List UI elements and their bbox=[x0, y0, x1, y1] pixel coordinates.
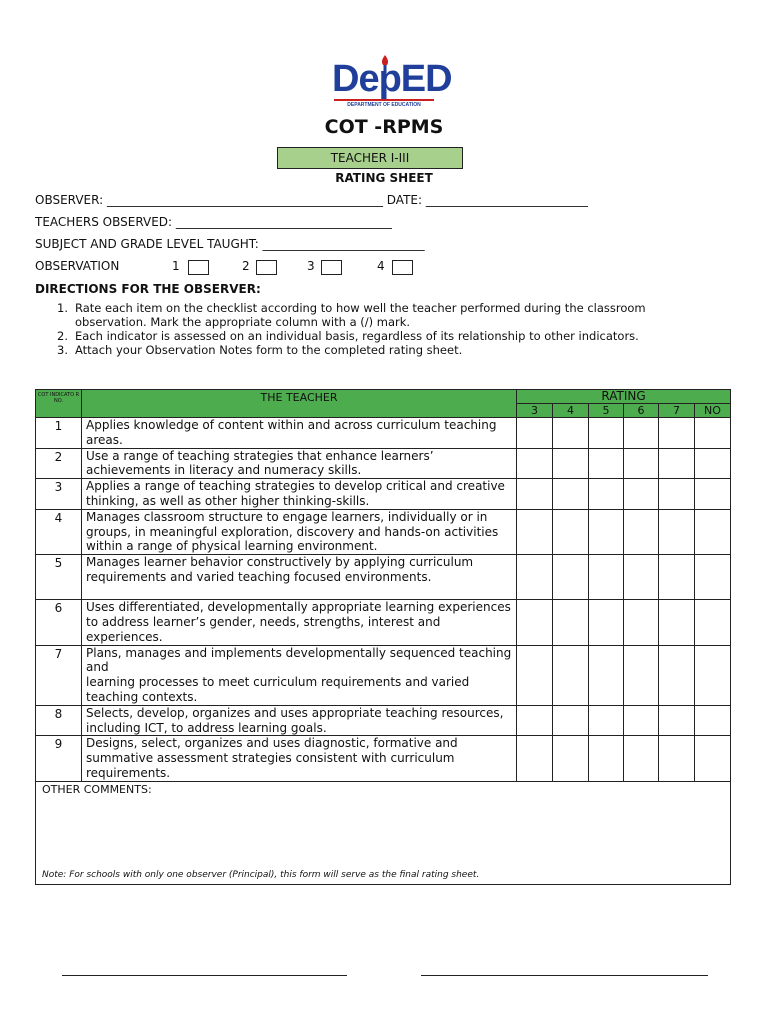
observation-checkbox-4[interactable] bbox=[392, 260, 413, 275]
deped-logo bbox=[332, 58, 452, 112]
rating-scale-header: NO bbox=[695, 404, 731, 418]
rating-cell[interactable] bbox=[659, 600, 695, 645]
indicator-number: 8 bbox=[36, 705, 82, 736]
rating-cell[interactable] bbox=[695, 645, 731, 705]
table-row bbox=[36, 736, 731, 781]
rating-cell[interactable] bbox=[695, 736, 731, 781]
rating-cell[interactable] bbox=[624, 736, 659, 781]
indicator-text: Uses differentiated, developmentally appropriate learning experiences to address learner’s gender, needs, strengths, interest and experiences. bbox=[82, 600, 517, 645]
subject-grade-field[interactable]: SUBJECT AND GRADE LEVEL TAUGHT: ___________________________ bbox=[35, 237, 425, 251]
rating-cell[interactable] bbox=[553, 479, 589, 510]
rating-cell[interactable] bbox=[659, 509, 695, 554]
table-row bbox=[36, 645, 731, 705]
rating-cell[interactable] bbox=[589, 418, 624, 449]
rating-cell[interactable] bbox=[695, 448, 731, 479]
rating-cell[interactable] bbox=[659, 418, 695, 449]
rating-cell[interactable] bbox=[624, 600, 659, 645]
table-row bbox=[36, 705, 731, 736]
rating-cell[interactable] bbox=[589, 509, 624, 554]
rating-cell[interactable] bbox=[695, 600, 731, 645]
rating-cell[interactable] bbox=[517, 645, 553, 705]
indicator-column-header: COT INDICATO R NO. bbox=[36, 390, 82, 418]
rating-cell[interactable] bbox=[517, 418, 553, 449]
observer-date-field[interactable]: OBSERVER: ______________________________________________ DATE: ___________________________ bbox=[35, 193, 588, 207]
indicator-number: 2 bbox=[36, 448, 82, 479]
signature-line-right bbox=[421, 975, 708, 976]
indicator-text: Designs, select, organizes and uses diagnostic, formative and summative assessment strategies consistent with curriculum requirements. bbox=[82, 736, 517, 781]
rating-cell[interactable] bbox=[659, 645, 695, 705]
observation-checkbox-3[interactable] bbox=[321, 260, 342, 275]
rating-cell[interactable] bbox=[553, 736, 589, 781]
indicator-text: Plans, manages and implements developmentally sequenced teaching and learning processes to meet curriculum requirements and varied teaching contexts. bbox=[82, 645, 517, 705]
rating-cell[interactable] bbox=[589, 555, 624, 600]
rating-cell[interactable] bbox=[695, 705, 731, 736]
rating-cell[interactable] bbox=[517, 736, 553, 781]
table-row bbox=[36, 555, 731, 600]
page-title: COT -RPMS bbox=[324, 116, 444, 138]
final-rating-note: Note: For schools with only one observer (Principal), this form will serve as the final rating sheet. bbox=[42, 869, 480, 880]
rating-cell[interactable] bbox=[553, 555, 589, 600]
rating-cell[interactable] bbox=[624, 705, 659, 736]
rating-table-body bbox=[36, 418, 731, 782]
indicator-number: 6 bbox=[36, 600, 82, 645]
rating-cell[interactable] bbox=[517, 600, 553, 645]
rating-cell[interactable] bbox=[553, 509, 589, 554]
signature-line-left bbox=[62, 975, 347, 976]
rating-table bbox=[35, 389, 731, 885]
rating-sheet-subtitle: RATING SHEET bbox=[335, 171, 433, 185]
rating-cell[interactable] bbox=[589, 736, 624, 781]
teacher-level-badge: TEACHER I-III bbox=[277, 147, 463, 169]
directions-title: DIRECTIONS FOR THE OBSERVER: bbox=[35, 282, 261, 296]
rating-cell[interactable] bbox=[589, 600, 624, 645]
table-row bbox=[36, 479, 731, 510]
direction-item: 2. Each indicator is assessed on an individual basis, regardless of its relationship to other indicators. bbox=[57, 329, 639, 343]
rating-cell[interactable] bbox=[589, 448, 624, 479]
rating-cell[interactable] bbox=[553, 600, 589, 645]
rating-cell[interactable] bbox=[517, 705, 553, 736]
observation-number: 1 bbox=[172, 259, 180, 273]
rating-cell[interactable] bbox=[553, 448, 589, 479]
observation-checkbox-1[interactable] bbox=[188, 260, 209, 275]
teacher-column-header: THE TEACHER bbox=[82, 390, 517, 418]
table-row bbox=[36, 600, 731, 645]
rating-cell[interactable] bbox=[624, 555, 659, 600]
indicator-text: Manages classroom structure to engage learners, individually or in groups, in meaningful exploration, discovery and hands-on activities within a range of physical learning environment. bbox=[82, 509, 517, 554]
rating-scale-header: 3 bbox=[517, 404, 553, 418]
rating-column-header: RATING bbox=[517, 390, 731, 404]
rating-cell[interactable] bbox=[659, 736, 695, 781]
direction-item: 3. Attach your Observation Notes form to the completed rating sheet. bbox=[57, 343, 463, 357]
rating-cell[interactable] bbox=[695, 479, 731, 510]
logo-subtitle: DEPARTMENT OF EDUCATION bbox=[334, 99, 434, 108]
table-row bbox=[36, 418, 731, 449]
observation-number: 2 bbox=[242, 259, 250, 273]
directions-list bbox=[57, 301, 717, 357]
rating-cell[interactable] bbox=[589, 705, 624, 736]
rating-cell[interactable] bbox=[659, 479, 695, 510]
rating-cell[interactable] bbox=[517, 509, 553, 554]
rating-cell[interactable] bbox=[517, 448, 553, 479]
rating-cell[interactable] bbox=[517, 479, 553, 510]
observation-label: OBSERVATION bbox=[35, 259, 120, 273]
logo-wordmark: DepED bbox=[332, 58, 452, 100]
other-comments-label: OTHER COMMENTS: bbox=[42, 782, 152, 796]
indicator-number: 1 bbox=[36, 418, 82, 449]
rating-cell[interactable] bbox=[589, 645, 624, 705]
rating-cell[interactable] bbox=[553, 705, 589, 736]
rating-cell[interactable] bbox=[517, 555, 553, 600]
teachers-observed-field[interactable]: TEACHERS OBSERVED: ____________________________________ bbox=[35, 215, 392, 229]
rating-scale-header: 6 bbox=[624, 404, 659, 418]
rating-cell[interactable] bbox=[695, 418, 731, 449]
indicator-number: 7 bbox=[36, 645, 82, 705]
observation-number: 3 bbox=[307, 259, 315, 273]
indicator-number: 4 bbox=[36, 509, 82, 554]
rating-cell[interactable] bbox=[553, 645, 589, 705]
direction-item: 1. Rate each item on the checklist according to how well the teacher performed during the classroom observation. Mark the appropriate column with a (/) mark. bbox=[57, 301, 646, 329]
rating-scale-header: 4 bbox=[553, 404, 589, 418]
rating-cell[interactable] bbox=[624, 645, 659, 705]
other-comments-area[interactable] bbox=[36, 781, 731, 884]
rating-cell[interactable] bbox=[624, 509, 659, 554]
indicator-number: 9 bbox=[36, 736, 82, 781]
indicator-number: 3 bbox=[36, 479, 82, 510]
rating-cell[interactable] bbox=[624, 418, 659, 449]
rating-cell[interactable] bbox=[695, 509, 731, 554]
indicator-text: Applies knowledge of content within and across curriculum teaching areas. bbox=[82, 418, 517, 449]
table-row bbox=[36, 448, 731, 479]
rating-cell[interactable] bbox=[659, 555, 695, 600]
indicator-text: Use a range of teaching strategies that enhance learners’ achievements in literacy and numeracy skills. bbox=[82, 448, 517, 479]
rating-cell[interactable] bbox=[553, 418, 589, 449]
rating-scale-header: 7 bbox=[659, 404, 695, 418]
indicator-number: 5 bbox=[36, 555, 82, 600]
rating-cell[interactable] bbox=[624, 448, 659, 479]
rating-cell[interactable] bbox=[659, 705, 695, 736]
rating-cell[interactable] bbox=[659, 448, 695, 479]
indicator-text: Applies a range of teaching strategies to develop critical and creative thinking, as well as other higher thinking-skills. bbox=[82, 479, 517, 510]
indicator-text: Selects, develop, organizes and uses appropriate teaching resources, including ICT, to address learning goals. bbox=[82, 705, 517, 736]
observation-number: 4 bbox=[377, 259, 385, 273]
rating-cell[interactable] bbox=[695, 555, 731, 600]
rating-scale-header: 5 bbox=[589, 404, 624, 418]
rating-cell[interactable] bbox=[589, 479, 624, 510]
rating-cell[interactable] bbox=[624, 479, 659, 510]
indicator-text: Manages learner behavior constructively by applying curriculum requirements and varied teaching focused environments. bbox=[82, 555, 517, 600]
observation-checkbox-2[interactable] bbox=[256, 260, 277, 275]
table-row bbox=[36, 509, 731, 554]
